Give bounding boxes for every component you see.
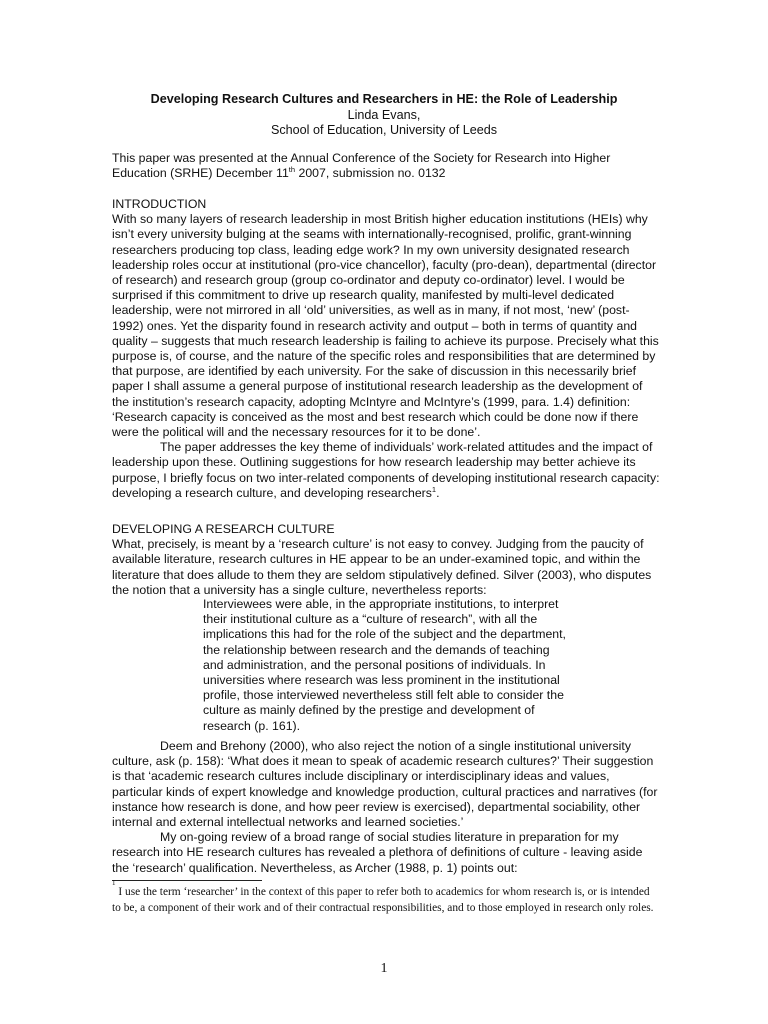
introduction-heading: INTRODUCTION xyxy=(112,197,207,211)
presentation-note-tail: 2007, submission no. 0132 xyxy=(295,166,446,181)
introduction-paragraph-2-end: . xyxy=(436,485,440,500)
block-quote: Interviewees were able, in the appropriate institutions, to interpret their institutional culture as a “culture of research”, with all the implications this had for the role of the subject and the department, the relationship between research and the demands of teaching and administration, and the personal positions of individuals. In universities where research was less prominent in the institutional profile, those interviewed nevertheless still felt able to consider the culture as mainly defined by the prestige and development of research (p. 161). xyxy=(203,597,566,733)
introduction-paragraph-1: With so many layers of research leadership in most British higher education institutions (HEIs) why isn’t every university bulging at the seams with internationally-recognised, prolific, grant-winning researchers producing top class, leading edge work? In my own university designated research leadership roles occur at institutional (pro-vice chancellor), faculty (pro-dean), departmental (director of research) and research group (group co-ordinator and deputy co-ordinator) level. I would be surprised if this commitment to drive up research quality, manifested by multi-level dedicated leadership, were not mirrored in all ‘old’ universities, as well as in many, if not most, ‘new’ (post-1992) ones. Yet the disparity found in research activity and output – both in terms of quantity and quality – suggests that much research leadership is failing to achieve its purpose. Precisely what this purpose is, of course, and the nature of the specific roles and responsibilities that are determined by that purpose, are identified by each university. For the sake of discussion in this necessarily brief paper I shall assume a general purpose of institutional research leadership as the development of the institution’s research capacity, adopting McIntyre and McIntyre’s (1999, para. 1.4) definition: ‘Research capacity is conceived as the most and best research which could be done now if there were the political will and the necessary resources for it to be done’. xyxy=(112,212,659,440)
footnote-marker: 1 xyxy=(112,879,116,887)
culture-section xyxy=(112,522,660,598)
culture-continued xyxy=(112,739,660,876)
culture-paragraph-3: My on-going review of a broad range of social studies literature in preparation for my research into HE research cultures has revealed a plethora of definitions of culture - leaving aside the ‘research’ qualification. Nevertheless, as Archer (1988, p. 1) points out: xyxy=(112,830,643,875)
culture-paragraph-2: Deem and Brehony (2000), who also reject the notion of a single institutional university culture, ask (p. 158): ‘What does it mean to speak of academic research cultures?’ Their suggestion is that ‘academic research cultures include disciplinary or interdisciplinary ideas and values, particular kinds of expert knowledge and knowledge production, cultural practices and narratives (for instance how research is done, and how peer review is exercised), departmental sociability, other internal and external intellectual networks and learned societies.’ xyxy=(112,739,658,830)
ordinal-superscript: th xyxy=(288,165,296,175)
introduction-paragraph-2 xyxy=(112,440,660,501)
footnote xyxy=(112,879,660,916)
culture-paragraph-1: What, precisely, is meant by a ‘research culture’ is not easy to convey. Judging from the paucity of available literature, research cultures in HE appear to be an under-examined topic, and within the literature that does allude to them they are seldom stipulatively defined. Silver (2003), who disputes the notion that a university has a single culture, nevertheless reports: xyxy=(112,537,652,597)
presentation-note xyxy=(112,151,660,181)
presentation-note-text: This paper was presented at the Annual Conference of the Society for Research into Higher Education (SRHE) December 11 xyxy=(112,151,611,181)
footnote-text: I use the term ‘researcher’ in the context of this paper to refer both to academics for whom research is, or is intended to be, a component of their work and of their contractual responsibilities, and to those employed in research only roles. xyxy=(112,886,654,914)
introduction-paragraph-2-text: The paper addresses the key theme of individuals’ work-related attitudes and the impact of leadership upon these. Outlining suggestions for how research leadership may better achieve its purpose, I briefly focus on two inter-related components of developing institutional research capacity: developing a research culture, and developing researchers xyxy=(112,440,660,500)
page-number: 1 xyxy=(380,961,388,976)
introduction-section xyxy=(112,197,660,501)
title-block xyxy=(0,92,768,139)
author-affiliation: School of Education, University of Leeds xyxy=(270,123,498,137)
paper-title: Developing Research Cultures and Researchers in HE: the Role of Leadership xyxy=(150,92,618,106)
author-name: Linda Evans, xyxy=(347,107,421,122)
culture-heading: DEVELOPING A RESEARCH CULTURE xyxy=(112,522,335,536)
footnote-reference: 1 xyxy=(431,484,437,494)
footnote-divider xyxy=(112,880,262,881)
